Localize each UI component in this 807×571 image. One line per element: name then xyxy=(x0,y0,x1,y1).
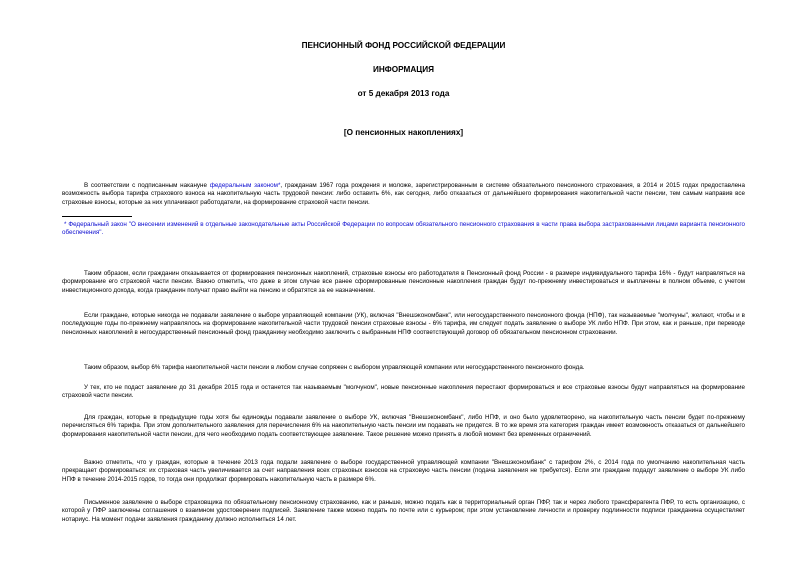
paragraph-7: Письменное заявление о выборе страховщика по обязательному пенсионному страхованию, как и раньше, можно подать как в территориальный орган ПФР, так и через любого трансферагента ПФР, то есть организацию, с которой у ПФР заключены соглашения о взаимном удостоверении подписей. Заявление также можно подать по почте или с курьером; при этом установление личности и проверку подлинности подписи гражданина осуществляет нотариус. На момент подачи заявления гражданину должно исполниться 14 лет. xyxy=(62,499,745,523)
footnote-marker[interactable]: * xyxy=(277,182,281,189)
document-type: ИНФОРМАЦИЯ xyxy=(373,65,434,74)
document-org: ПЕНСИОННЫЙ ФОНД РОССИЙСКОЙ ФЕДЕРАЦИИ xyxy=(301,41,506,50)
intro-paragraph xyxy=(62,182,745,207)
intro-text-start: В соответствии с подписанным накануне xyxy=(84,182,210,189)
document-subject: [О пенсионных накоплениях] xyxy=(343,128,464,137)
paragraph-1: Таким образом, если гражданин отказывается от формирования пенсионных накоплений, страховые взносы его работодателя в Пенсионный фонд России - в размере индивидуального тарифа 16% - будут направляться на формирование его страховой части пенсии. Важно отметить, что даже в этом случае все ранее сформированные пенсионные накопления граждан будут по-прежнему инвестироваться и выплачены в полном объеме, с учетом инвестиционного дохода, когда гражданин получат право выйти на пенсию и обратятся за ее назначением. xyxy=(62,270,745,294)
footnote-divider xyxy=(62,216,132,217)
federal-law-link[interactable]: федеральным законом xyxy=(209,182,278,189)
intro-text-end: , гражданам 1967 года рождения и моложе, зарегистрированным в системе обязательного пенсионного страхования, в 2014 и 2015 годах предоставлена возможность выбора тарифа страхового взноса на накопительную часть трудовой пенсии: либо оставить 6%, как сегодня, либо отказаться от дальнейшего формирования накопительной части пенсии, тем самым направив все страховые взносы, которые за них уплачивают работодатели, на формирование страховой части пенсии. xyxy=(62,182,745,206)
document-date: от 5 декабря 2013 года xyxy=(357,89,450,98)
paragraph-2: Если граждане, которые никогда не подавали заявление о выборе управляющей компании (УК), включая "Внешэкономбанк", или негосударственного пенсионного фонда (НПФ), так называемые "молчуны", желают, чтобы и в последующие годы по-прежнему направлялось на формирование накопительной части трудовой пенсии страховые взносы - 6% тарифа, им следует подать заявление о выборе УК либо НПФ. При этом, как и раньше, при переводе пенсионных накоплений в негосударственный пенсионный фонд гражданину необходимо заключить с выбранным НПФ соответствующий договор об обязательном пенсионном страховании. xyxy=(62,312,745,336)
paragraph-4: У тех, кто не подаст заявление до 31 декабря 2015 года и останется так называемым "молчуном", новые пенсионные накопления перестают формироваться и все страховые взносы будут направляться на формирование страховой части пенсии. xyxy=(62,384,745,400)
paragraph-3: Таким образом, выбор 6% тарифа накопительной части пенсии в любом случае сопряжен с выбором управляющей компании или негосударственного пенсионного фонда. xyxy=(84,364,585,371)
paragraph-6: Важно отметить, что у граждан, которые в течение 2013 года подали заявление о выборе государственной управляющей компании "Внешэкономбанк" с тарифом 2%, с 2014 года по умолчанию накопительная часть прекращает формироваться: их страховая часть увеличивается за счет направления всех страховых взносов на страховую часть пенсии (подача заявления не требуется). Если эти граждане подадут заявление о выборе УК либо НПФ в течение 2014-2015 годов, то тогда они продолжат формировать накопительную часть в размере 6%. xyxy=(62,459,745,483)
footnote: * Федеральный закон "О внесении изменений в отдельные законодательные акты Российской Федерации по вопросам обязательного пенсионного страхования в части права выбора застрахованными лицами варианта пенсионного обеспечения". xyxy=(62,221,745,237)
paragraph-5: Для граждан, которые в предыдущие годы хотя бы единожды подавали заявление о выборе УК, включая "Внешэкономбанк", либо НПФ, и оно было удовлетворено, на накопительную часть пенсии будет по-прежнему перечисляться 6% тарифа. При этом дополнительного заявления для перечисления 6% на накопительную часть пенсии им подавать не придется. В то же время эта категория граждан имеет возможность отказаться от дальнейшего формирования накопительной части пенсии, для чего необходимо подать соответствующее заявление. Такое решение можно принять в любой момент без временных ограничений. xyxy=(62,414,745,438)
